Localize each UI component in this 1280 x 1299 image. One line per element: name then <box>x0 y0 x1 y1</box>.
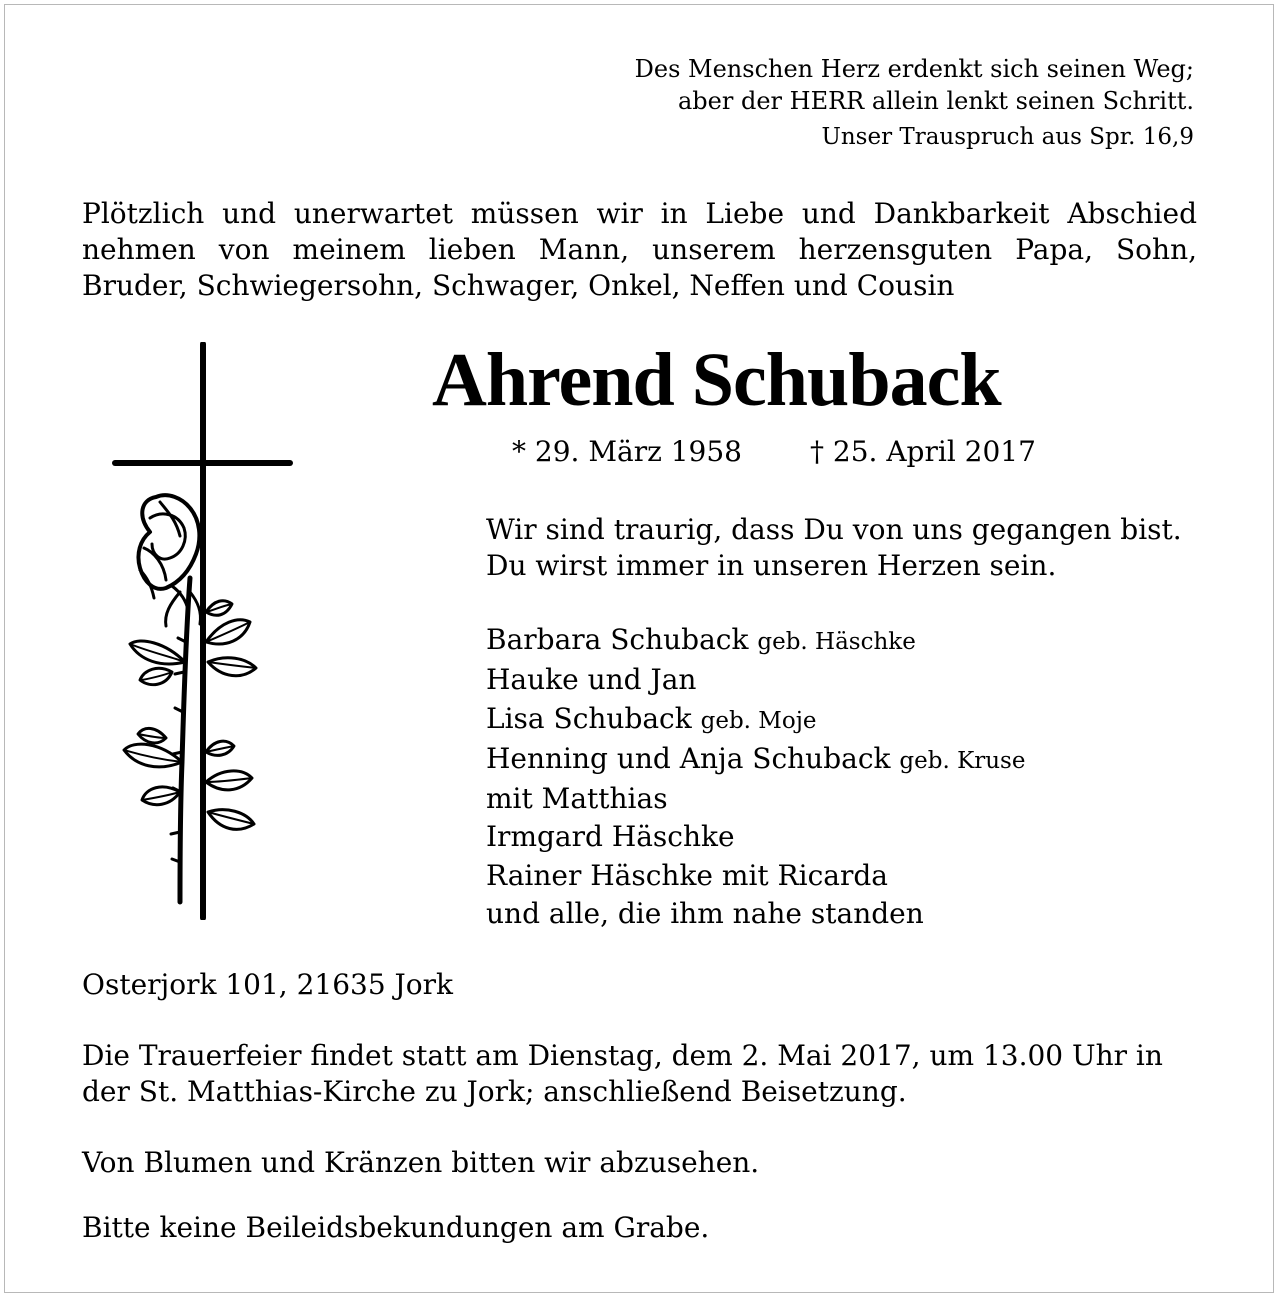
mourner-name: und alle, die ihm nahe standen <box>486 897 924 931</box>
condolence-notice: Bitte keine Beileidsbekundungen am Grabe. <box>82 1211 710 1244</box>
mourner-name: Rainer Häschke mit Ricarda <box>486 858 888 892</box>
death-date: † 25. April 2017 <box>810 435 1036 468</box>
mourner-line <box>486 700 1206 740</box>
motto-line-1: Des Menschen Herz erdenkt sich seinen Weg; <box>634 55 1194 83</box>
birth-date: * 29. März 1958 <box>512 435 742 468</box>
cross-with-rose-icon <box>110 342 300 920</box>
motto-line-2: aber der HERR allein lenkt seinen Schritt. <box>678 87 1194 115</box>
mourner-line <box>486 857 1206 895</box>
mourner-name: Irmgard Häschke <box>486 820 735 854</box>
mourner-line <box>486 895 1206 933</box>
mourner-line <box>486 621 1206 661</box>
funeral-notice: Die Trauerfeier findet statt am Dienstag, dem 2. Mai 2017, um 13.00 Uhr in der St. Matthias-Kirche zu Jork; anschließend Beisetzung. <box>82 1039 1163 1108</box>
mourner-line <box>486 818 1206 856</box>
life-dates <box>512 434 1036 470</box>
mourners-list <box>486 621 1206 933</box>
mourner-line <box>486 780 1206 818</box>
mourner-maiden-name: geb. Kruse <box>899 747 1026 774</box>
mourner-line <box>486 740 1206 780</box>
mourner-maiden-name: geb. Moje <box>700 707 817 734</box>
mourner-name: Barbara Schuback <box>486 623 749 656</box>
mourner-name: Hauke und Jan <box>486 663 697 697</box>
mourner-name: mit Matthias <box>486 782 668 816</box>
flowers-notice: Von Blumen und Kränzen bitten wir abzusehen. <box>82 1146 760 1179</box>
address: Osterjork 101, 21635 Jork <box>82 968 453 1001</box>
verse-line-2: Du wirst immer in unseren Herzen sein. <box>486 549 1057 582</box>
memorial-verse <box>486 512 1206 584</box>
mourner-maiden-name: geb. Häschke <box>757 629 916 655</box>
motto-quote <box>494 53 1194 117</box>
deceased-name: Ahrend Schuback <box>432 338 1001 422</box>
mourner-name: Lisa Schuback <box>486 701 692 735</box>
verse-line-1: Wir sind traurig, dass Du von uns gegangen bist. <box>486 513 1182 546</box>
mourner-line <box>486 661 1206 699</box>
motto-reference: Unser Trauspruch aus Spr. 16,9 <box>821 124 1194 150</box>
mourner-name: Henning und Anja Schuback <box>486 741 891 775</box>
intro-text: Plötzlich und unerwartet müssen wir in Liebe und Dankbarkeit Abschied nehmen von meinem lieben Mann, unserem herzensguten Papa, Sohn, Bruder, Schwiegersohn, Schwager, Onkel, Neffen und Cousin <box>82 197 1197 302</box>
